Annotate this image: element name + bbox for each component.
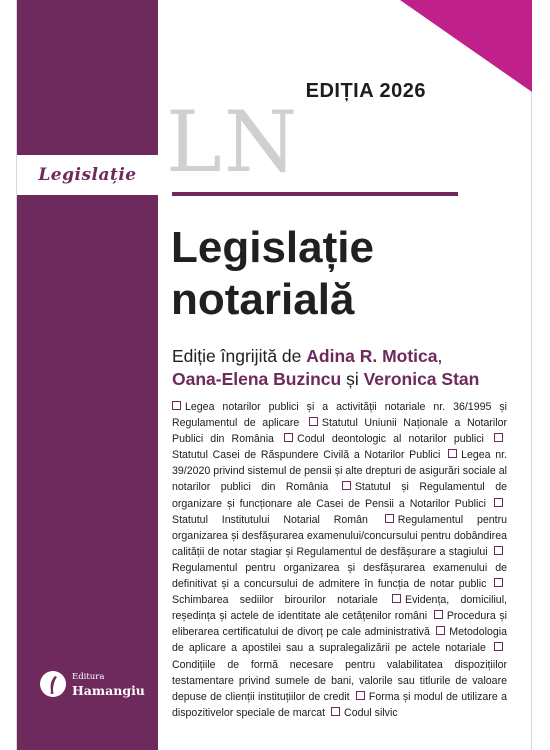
title-line-1: Legislație [171,223,374,272]
editor-separator: și [341,369,364,389]
contents-item: Metodologia de aplicare a apostilei sau a supralegalizării pe actele notariale [172,626,507,655]
checkbox-icon [436,626,445,635]
checkbox-icon [494,642,503,651]
quill-icon [40,671,66,697]
contents-item: Legea notarilor publici și a activității notariale nr. 36/1995 și Regulamentul de aplicare [172,401,507,430]
contents-item: Codul silvic [331,707,401,719]
monogram: LN [166,93,300,191]
publisher-name: Hamangiu [72,683,145,698]
contents-item: Statutul și Regulamentul de organizare și funcționare ale Casei de Pensii a Notarilor Publici [172,481,508,510]
checkbox-icon [331,707,340,716]
contents-item: Procedura și eliberarea certificatului de divorț pe cale administrativă [172,610,507,639]
checkbox-icon [494,498,503,507]
publisher-logo [40,671,145,697]
checkbox-icon [356,691,365,700]
corner-triangle [400,0,532,92]
contents-item: Statutul Uniunii Naționale a Notarilor Publici din România [172,417,507,446]
contents-item: Statutul Institutului Notarial Român [172,498,507,526]
edition-label: EDIȚIA 2026 [305,80,426,102]
checkbox-icon [494,546,503,555]
checkbox-icon [385,514,394,523]
editor-separator: , [437,346,443,366]
contents-item: Condițiile de formă necesare pentru valabilitatea dispozițiilor testamentare privind sumele de bani, valorile sau titlurile de valoare depuse de clienții instituțiilor de credit [172,642,507,702]
checkbox-icon [448,449,457,458]
contents-item: Codul deontologic al notarilor publici [284,433,487,445]
contents-list [172,399,507,721]
contents-item: Schimbarea sediilor birourilor notariale [172,578,507,606]
checkbox-icon [342,481,351,490]
contents-item: Regulamentul pentru organizarea și desfășurarea examenului/concursului pentru dobândirea calității de notar stagiar și Regulamentul de desfășurare a stagiului [172,513,507,558]
checkbox-icon [494,433,503,442]
publisher-text [72,671,145,697]
editors-credit [172,345,492,391]
checkbox-icon [309,417,318,426]
series-label: Legislație [38,165,137,185]
editors-prefix: Ediție îngrijită de [172,346,307,366]
editor-name: Adina R. Motica [306,346,438,366]
editor-name: Oana-Elena Buzincu [172,369,342,389]
publisher-prefix: Editura [72,672,105,682]
book-title [171,222,511,326]
checkbox-icon [392,594,401,603]
contents-item: Forma și modul de utilizare a dispozitivelor speciale de marcat [172,690,507,719]
title-rule [172,192,458,196]
checkbox-icon [172,401,181,410]
editor-name: Veronica Stan [363,369,480,389]
checkbox-icon [434,610,443,619]
contents-item: Regulamentul pentru organizarea și desfășurarea examenului de definitivat și a concursului de admitere în funcția de notar public [172,546,507,590]
contents-item: Statutul Casei de Răspundere Civilă a Notarilor Publici [172,433,507,461]
series-badge [17,155,158,195]
checkbox-icon [284,433,293,442]
contents-item: Evidența, domiciliul, reședința și actele de identitate ale cetățenilor români [172,594,507,623]
checkbox-icon [494,578,503,587]
title-line-2: notarială [171,275,355,324]
contents-item: Legea nr. 39/2020 privind sistemul de pensii și alte drepturi de asigurări sociale al notarilor publici din România [172,449,507,494]
spine-band [17,0,158,750]
